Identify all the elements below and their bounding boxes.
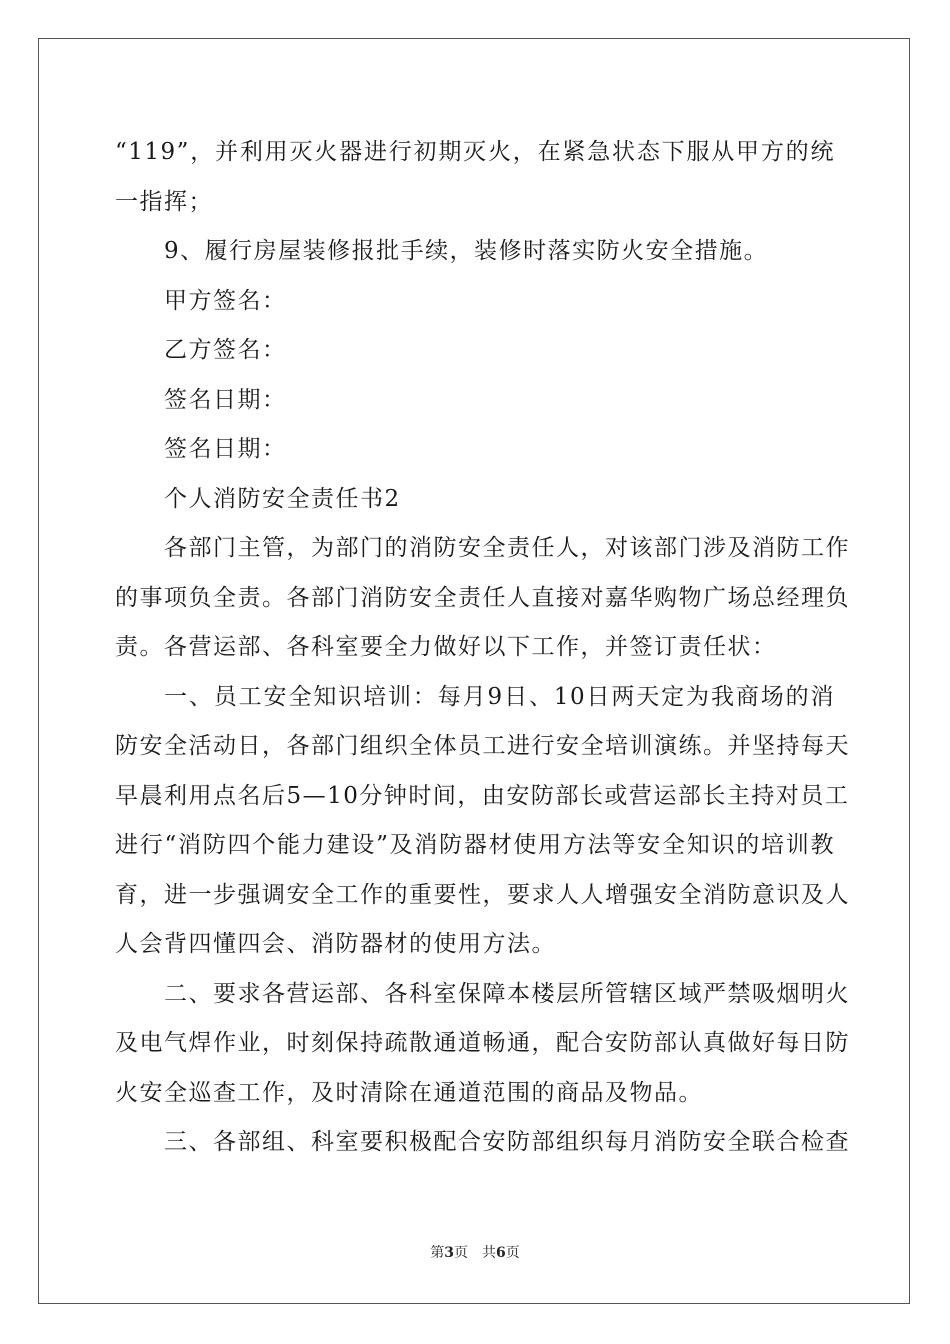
paragraph-line: 9、履行房屋装修报批手续，装修时落实防火安全措施。 [164, 238, 769, 264]
paragraph-line: 各部门主管，为部门的消防安全责任人，对该部门涉及消防工作 [164, 535, 850, 561]
signature-date-label: 签名日期： [164, 386, 287, 413]
paragraph-line: 责。各营运部、各科室要全力做好以下工作，并签订责任状： [115, 634, 777, 660]
page-footer [0, 1242, 950, 1262]
signature-label-party-b: 乙方签名： [164, 337, 287, 363]
signature-label-party-a: 甲方签名： [164, 287, 287, 314]
paragraph-line: 二、要求各营运部、各科室保障本楼层所管辖区域严禁吸烟明火 [164, 980, 850, 1007]
paragraph-line: 人会背四懂四会、消防器材的使用方法。 [115, 931, 556, 957]
total-page-number: 6 [496, 1245, 506, 1261]
paragraph-line: “119”，并利用灭火器进行初期灭火，在紧急状态下服从甲方的统 [115, 139, 835, 165]
document-body [115, 128, 850, 1168]
paragraph-line: 一指挥； [115, 188, 213, 215]
paragraph-line: 三、各部组、科室要积极配合安防部组织每月消防安全联合检查 [164, 1129, 850, 1155]
paragraph-line: 及电气焊作业，时刻保持疏散通道畅通，配合安防部认真做好每日防 [115, 1030, 850, 1056]
paragraph-line: 防安全活动日，各部门组织全体员工进行安全培训演练。并坚持每天 [115, 733, 850, 759]
paragraph-line: 火安全巡查工作，及时清除在通道范围的商品及物品。 [115, 1079, 703, 1106]
paragraph-line: 的事项负全责。各部门消防安全责任人直接对嘉华购物广场总经理负 [115, 584, 850, 611]
paragraph-line: 进行“消防四个能力建设”及消防器材使用方法等安全知识的培训教 [115, 832, 835, 858]
page-prefix: 第 [430, 1245, 445, 1261]
signature-date-label: 签名日期： [164, 436, 287, 462]
paragraph-line: 一、员工安全知识培训：每月9日、10日两天定为我商场的消 [164, 683, 835, 710]
paragraph-line: 早晨利用点名后5—10分钟时间，由安防部长或营运部长主持对员工 [115, 782, 850, 809]
section-title: 个人消防安全责任书2 [164, 485, 401, 512]
paragraph-line: 育，进一步强调安全工作的重要性，要求人人增强安全消防意识及人 [115, 881, 850, 908]
total-suffix: 页 [505, 1245, 520, 1261]
current-page-number: 3 [444, 1245, 454, 1261]
total-prefix: 共 [482, 1245, 496, 1261]
page-suffix: 页 [454, 1245, 468, 1261]
